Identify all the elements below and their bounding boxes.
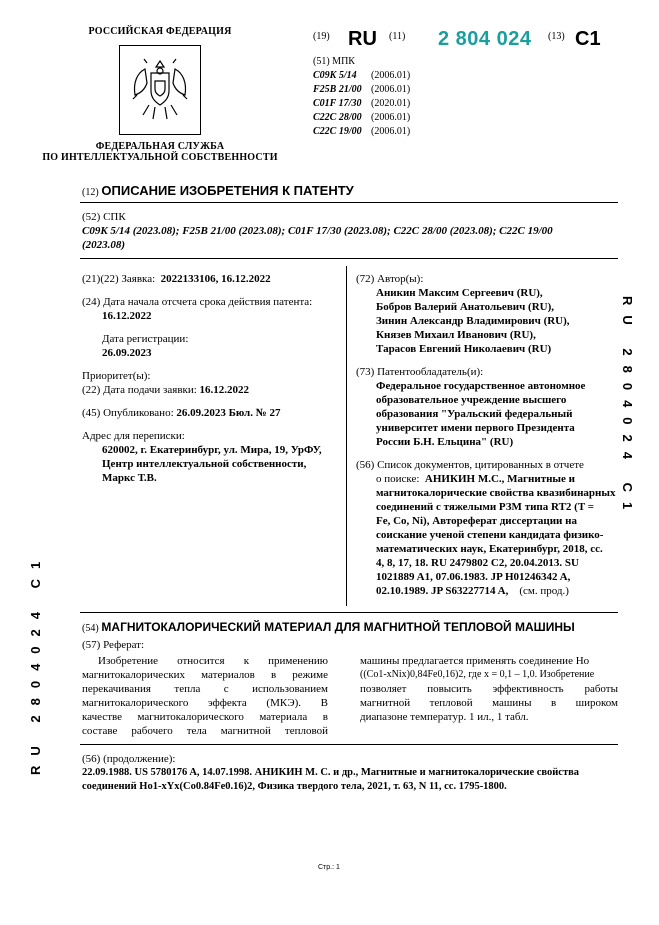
mpk-version: (2006.01) [371,84,411,95]
mpk-class: F25B 21/00 [313,84,362,95]
cited-docs-line: 1021889 A1, 07.06.1983. JP H01246342 A, [376,571,571,583]
abstract-line: магнитной тепловой машины в широком [360,697,618,709]
registration-value: 26.09.2023 [102,347,152,359]
cited-docs-line: соединений с тяжелыми РЗМ типа RT2 (T = [376,501,594,513]
code-19: (19) [313,31,330,42]
priority-label: Приоритет(ы): [82,370,151,382]
priority-date-label: (22) Дата подачи заявки: [82,384,197,396]
right-column [356,272,618,598]
mpk-label: МПК [332,56,355,67]
abstract-line: магнитокалорических материалов в режиме [82,669,328,681]
cited-docs-continued: (см. прод.) [519,585,569,597]
cited-docs-line: 02.10.1989. JP S63227714 A, [376,585,509,597]
office-line-1: ФЕДЕРАЛЬНАЯ СЛУЖБА [95,141,225,152]
address-line: 620002, г. Екатеринбург, ул. Мира, 19, УрФУ, [102,444,322,456]
spk-block [82,210,622,252]
address-line: Центр интеллектуальной собственности, [102,458,307,470]
cited-docs-line: АНИКИН М.С., Магнитные и [424,473,575,485]
registration-label: Дата регистрации: [102,333,189,345]
page-number: Стр.: 1 [318,864,340,871]
abstract-line: качестве магнитокалорического материала в [82,711,328,723]
priority-date-value: 16.12.2022 [199,384,250,396]
spk-line-1: C09K 5/14 (2023.08); F25B 21/00 (2023.08); C01F 17/30 (2023.08); C22C 28/00 (2023.08); C22C 19/00 [82,225,553,237]
cited-docs-label: (56) Список документов, цитированных в отчете [356,459,584,471]
owner-line: образовательное учреждение высшего [376,394,567,406]
doc-title [82,183,354,198]
doc-title-text: ОПИСАНИЕ ИЗОБРЕТЕНИЯ К ПАТЕНТУ [101,183,354,198]
cited-docs-line: соискание ученой степени кандидата физико- [376,529,604,541]
owner-line: России Б.Н. Ельцина" (RU) [376,436,514,448]
abstract-label: (57) Реферат: [82,639,145,651]
kind-code: C1 [575,28,601,50]
office-block [40,26,280,163]
continuation-line: соединений Ho1-xYx(Co0.84Fe0.16)2, Физика твердого тела, 2021, т. 63, N 11, сс. 1795-1800. [82,781,507,792]
state-emblem-icon [119,45,201,135]
abstract-line: перекачивания тепла с использованием [82,683,328,695]
owner-line: Федеральное государственное автономное [376,380,586,392]
mpk-version: (2006.01) [371,126,411,137]
code-51: (51) [313,56,330,67]
country-code: RU [348,28,377,50]
published-value: 26.09.2023 Бюл. № 27 [176,407,281,419]
cited-docs-line: математических наук, Екатеринбург, 2018, сс. [376,543,603,555]
cited-docs-line: магнитокалорические свойства квазибинарных [376,487,616,499]
application-value: 2022133106, 16.12.2022 [160,273,271,285]
owner-label: (73) Патентообладатель(и): [356,366,484,378]
left-column [82,272,342,485]
divider [80,258,618,259]
authors-label: (72) Автор(ы): [356,273,424,285]
mpk-version: (2006.01) [371,112,411,123]
code-13: (13) [548,31,565,42]
author: Зинин Александр Владимирович (RU), [376,315,570,327]
abstract-line: Изобретение относится к применению [98,655,328,667]
code-12: (12) [82,187,99,198]
invention-title [82,620,575,634]
abstract-line: магнитокалорического эффекта (МКЭ). В [82,697,328,709]
start-date-value: 16.12.2022 [102,310,152,322]
author: Бобров Валерий Анатольевич (RU), [376,301,555,313]
spk-line-2: (2023.08) [82,239,126,251]
patent-number: 2 804 024 [438,28,532,50]
start-date-label: (24) Дата начала отсчета срока действия патента: [82,296,313,308]
mpk-block [313,55,410,139]
author: Князев Михаил Иванович (RU), [376,329,536,341]
country-name: РОССИЙСКАЯ ФЕДЕРАЦИЯ [88,26,232,37]
spk-label: (52) СПК [82,211,126,223]
address-label: Адрес для переписки: [82,430,185,442]
side-code-right: RU 2804024 C1 [620,296,635,520]
published-label: (45) Опубликовано: [82,407,174,419]
author: Аникин Максим Сергеевич (RU), [376,287,543,299]
mpk-version: (2020.01) [371,98,411,109]
mpk-class: C22C 28/00 [313,112,362,123]
cited-docs-search: о поиске: [376,473,420,485]
mpk-class: C09K 5/14 [313,70,357,81]
mpk-class: C22C 19/00 [313,126,362,137]
code-54: (54) [82,623,99,634]
mpk-class: C01F 17/30 [313,98,362,109]
abstract-left [82,654,328,738]
divider [80,744,618,745]
divider [80,202,618,203]
abstract-formula-line: ((Co1-xNix)0,84Fe0,16)2, где x = 0,1 – 1,0. Изобретение [360,669,595,680]
abstract-line: диапазоне температур. 1 ил., 1 табл. [360,711,529,723]
owner-line: университет имени первого Президента [376,422,575,434]
abstract-line: составе рабочего тела магнитной тепловой [82,725,328,737]
code-11: (11) [389,31,406,42]
abstract-right [360,654,618,724]
mpk-version: (2006.01) [371,70,411,81]
abstract-line: машины предлагается применять соединение Ho [360,655,590,667]
cited-docs-line: Fe, Co, Ni), Автореферат диссертации на [376,515,577,527]
address-line: Маркс Т.В. [102,472,157,484]
divider [80,612,618,613]
abstract-line: позволяет повысить эффективность работы [360,683,618,695]
author: Тарасов Евгений Николаевич (RU) [376,343,552,355]
application-label: (21)(22) Заявка: [82,273,156,285]
side-code-left: RU 2804024 C1 [28,551,43,775]
continuation-label: (56) (продолжение): [82,753,176,765]
owner-line: образования "Уральский федеральный [376,408,573,420]
cited-docs-line: 4, 8, 17, 18. RU 2479802 C2, 20.04.2013. SU [376,557,579,569]
continuation-line: 22.09.1988. US 5780176 A, 14.07.1998. АНИКИН М. С. и др., Магнитные и магнитокалорические свойства [82,767,580,778]
column-divider [346,266,347,606]
invention-title-text: МАГНИТОКАЛОРИЧЕСКИЙ МАТЕРИАЛ ДЛЯ МАГНИТНОЙ ТЕПЛОВОЙ МАШИНЫ [101,620,575,634]
office-line-2: ПО ИНТЕЛЛЕКТУАЛЬНОЙ СОБСТВЕННОСТИ [42,152,278,163]
